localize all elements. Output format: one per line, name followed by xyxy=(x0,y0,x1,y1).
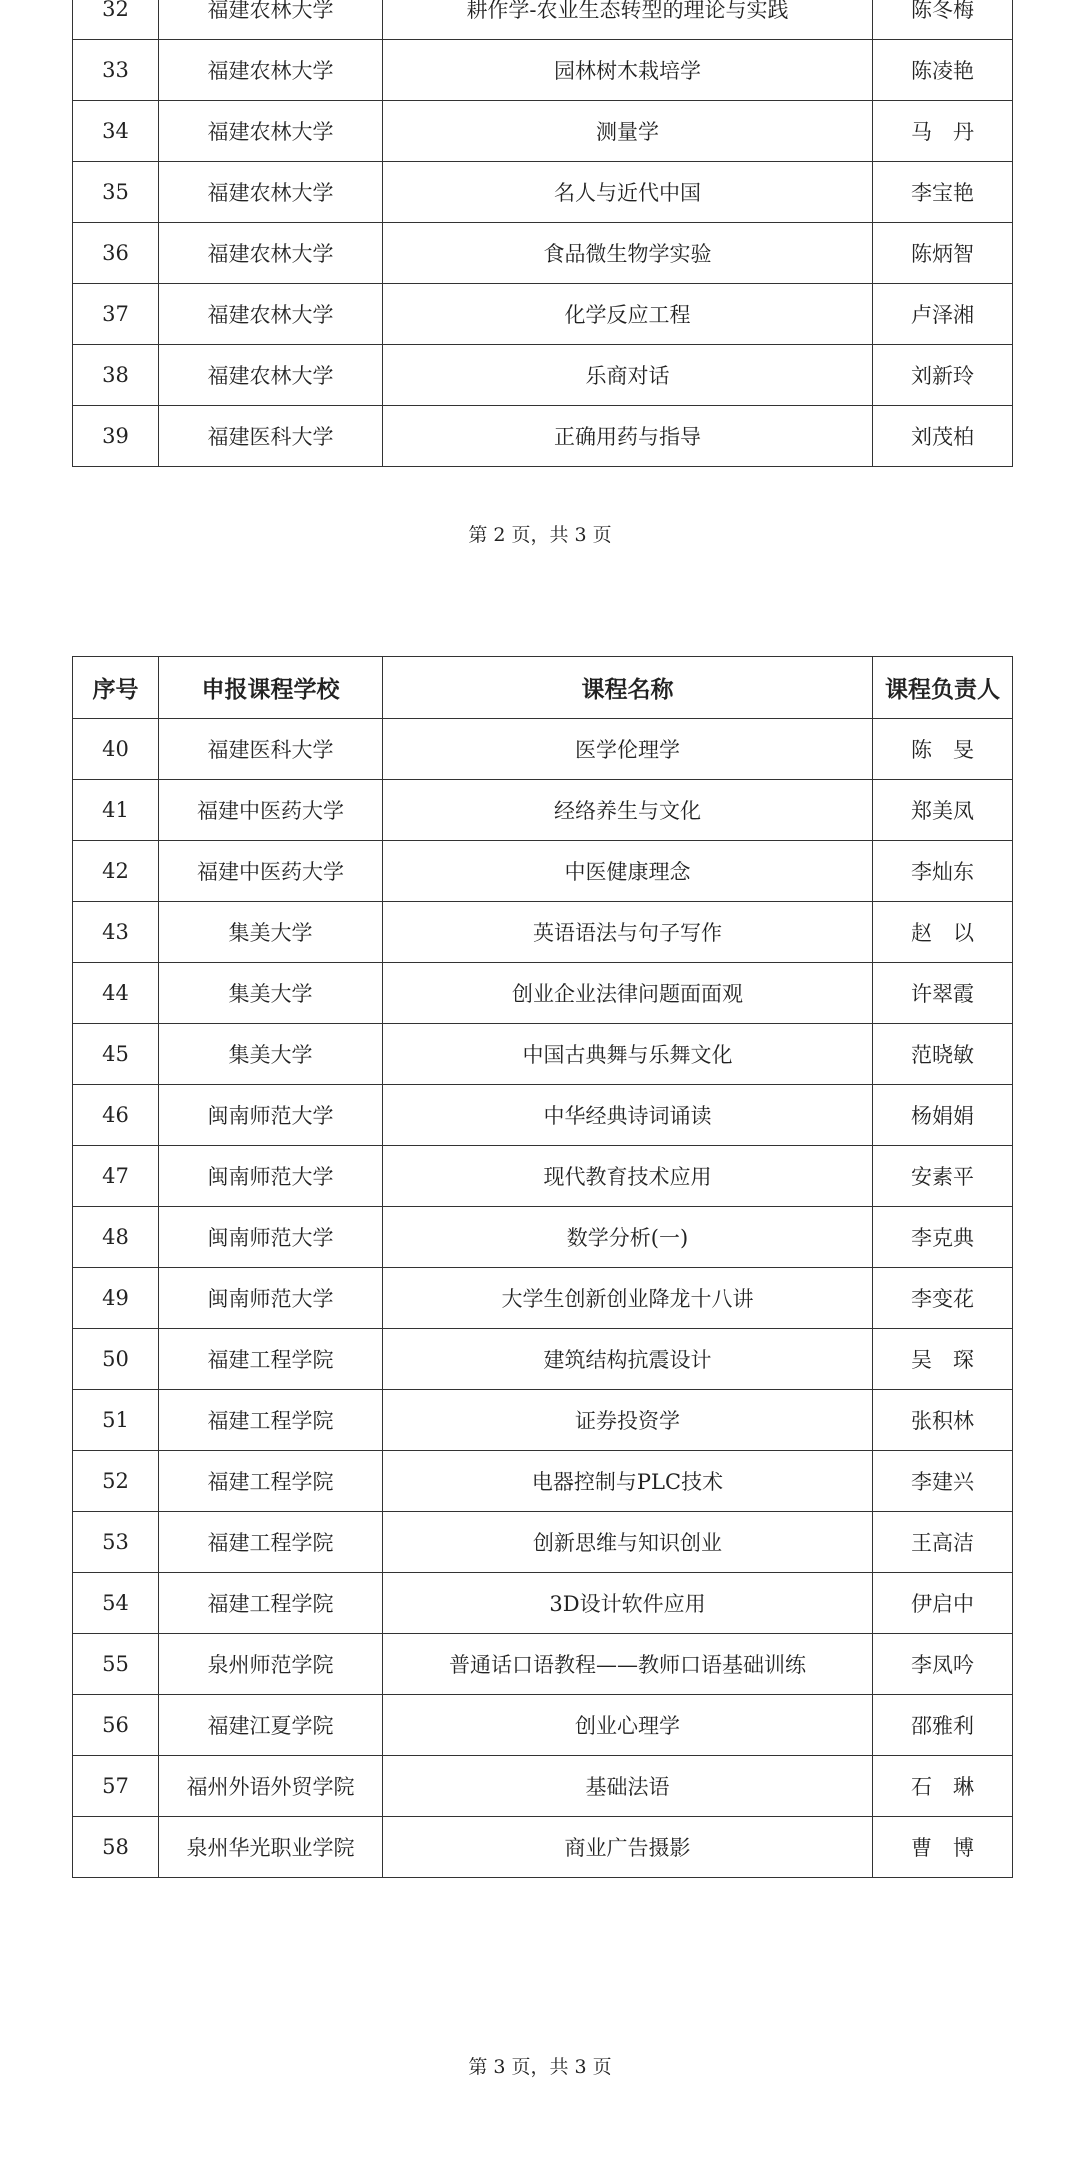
table-row xyxy=(73,162,1013,223)
cell-course: 耕作学-农业生态转型的理论与实践 xyxy=(383,0,873,40)
cell-course: 医学伦理学 xyxy=(383,719,873,780)
cell-course: 英语语法与句子写作 xyxy=(383,902,873,963)
cell-school: 福建工程学院 xyxy=(159,1329,383,1390)
cell-course: 化学反应工程 xyxy=(383,284,873,345)
cell-course: 基础法语 xyxy=(383,1756,873,1817)
cell-school: 闽南师范大学 xyxy=(159,1146,383,1207)
table-row xyxy=(73,1573,1013,1634)
cell-owner: 张积林 xyxy=(873,1390,1013,1451)
cell-owner: 安素平 xyxy=(873,1146,1013,1207)
table-row xyxy=(73,1695,1013,1756)
table-row xyxy=(73,406,1013,467)
cell-owner: 邵雅利 xyxy=(873,1695,1013,1756)
cell-school: 集美大学 xyxy=(159,963,383,1024)
table-row xyxy=(73,1817,1013,1878)
cell-index: 43 xyxy=(73,902,159,963)
table-row xyxy=(73,1634,1013,1695)
cell-index: 56 xyxy=(73,1695,159,1756)
cell-index: 39 xyxy=(73,406,159,467)
table-row xyxy=(73,1451,1013,1512)
course-table-body xyxy=(73,719,1013,1878)
cell-school: 福建农林大学 xyxy=(159,101,383,162)
table-row xyxy=(73,963,1013,1024)
header-course: 课程名称 xyxy=(383,657,873,719)
cell-owner: 王高洁 xyxy=(873,1512,1013,1573)
cell-index: 52 xyxy=(73,1451,159,1512)
table-row xyxy=(73,345,1013,406)
page-footer-2: 第 2 页，共 3 页 xyxy=(468,524,612,546)
cell-course: 中国古典舞与乐舞文化 xyxy=(383,1024,873,1085)
table-row xyxy=(73,284,1013,345)
cell-course: 中医健康理念 xyxy=(383,841,873,902)
cell-owner: 李凤吟 xyxy=(873,1634,1013,1695)
cell-owner: 陈炳智 xyxy=(873,223,1013,284)
cell-school: 福建工程学院 xyxy=(159,1573,383,1634)
table-row xyxy=(73,1512,1013,1573)
cell-owner: 曹 博 xyxy=(873,1817,1013,1878)
cell-course: 测量学 xyxy=(383,101,873,162)
table-row xyxy=(73,841,1013,902)
cell-owner: 卢泽湘 xyxy=(873,284,1013,345)
cell-index: 37 xyxy=(73,284,159,345)
cell-owner: 李建兴 xyxy=(873,1451,1013,1512)
cell-course: 创新思维与知识创业 xyxy=(383,1512,873,1573)
cell-school: 福建农林大学 xyxy=(159,40,383,101)
cell-owner: 赵 以 xyxy=(873,902,1013,963)
cell-owner: 陈 旻 xyxy=(873,719,1013,780)
table-row xyxy=(73,0,1013,40)
table-row xyxy=(73,719,1013,780)
table-row xyxy=(73,1756,1013,1817)
header-index: 序号 xyxy=(73,657,159,719)
cell-school: 福建江夏学院 xyxy=(159,1695,383,1756)
cell-owner: 刘茂柏 xyxy=(873,406,1013,467)
cell-owner: 杨娟娟 xyxy=(873,1085,1013,1146)
cell-course: 数学分析(一) xyxy=(383,1207,873,1268)
cell-course: 经络养生与文化 xyxy=(383,780,873,841)
cell-index: 38 xyxy=(73,345,159,406)
cell-index: 45 xyxy=(73,1024,159,1085)
cell-owner: 伊启中 xyxy=(873,1573,1013,1634)
cell-school: 福建农林大学 xyxy=(159,284,383,345)
page-footer-3: 第 3 页，共 3 页 xyxy=(468,2056,612,2078)
cell-owner: 李灿东 xyxy=(873,841,1013,902)
cell-course: 创业企业法律问题面面观 xyxy=(383,963,873,1024)
cell-school: 福建中医药大学 xyxy=(159,780,383,841)
table-row xyxy=(73,1268,1013,1329)
cell-course: 大学生创新创业降龙十八讲 xyxy=(383,1268,873,1329)
cell-school: 福建医科大学 xyxy=(159,406,383,467)
cell-school: 福建农林大学 xyxy=(159,0,383,40)
cell-course: 商业广告摄影 xyxy=(383,1817,873,1878)
cell-course: 普通话口语教程——教师口语基础训练 xyxy=(383,1634,873,1695)
cell-owner: 李克典 xyxy=(873,1207,1013,1268)
table-header xyxy=(73,657,1013,719)
cell-course: 建筑结构抗震设计 xyxy=(383,1329,873,1390)
cell-index: 57 xyxy=(73,1756,159,1817)
cell-index: 33 xyxy=(73,40,159,101)
cell-school: 福建医科大学 xyxy=(159,719,383,780)
cell-index: 35 xyxy=(73,162,159,223)
cell-index: 41 xyxy=(73,780,159,841)
cell-course: 证券投资学 xyxy=(383,1390,873,1451)
course-table-page-3 xyxy=(72,656,1013,1878)
cell-index: 53 xyxy=(73,1512,159,1573)
table-row xyxy=(73,1207,1013,1268)
cell-owner: 吴 琛 xyxy=(873,1329,1013,1390)
cell-owner: 许翠霞 xyxy=(873,963,1013,1024)
table-row xyxy=(73,902,1013,963)
cell-owner: 陈冬梅 xyxy=(873,0,1013,40)
cell-index: 48 xyxy=(73,1207,159,1268)
cell-course: 电器控制与PLC技术 xyxy=(383,1451,873,1512)
cell-school: 福州外语外贸学院 xyxy=(159,1756,383,1817)
cell-index: 46 xyxy=(73,1085,159,1146)
header-school: 申报课程学校 xyxy=(159,657,383,719)
cell-owner: 李宝艳 xyxy=(873,162,1013,223)
cell-owner: 范晓敏 xyxy=(873,1024,1013,1085)
table-row xyxy=(73,101,1013,162)
cell-owner: 郑美凤 xyxy=(873,780,1013,841)
cell-index: 44 xyxy=(73,963,159,1024)
cell-school: 福建农林大学 xyxy=(159,223,383,284)
cell-course: 3D设计软件应用 xyxy=(383,1573,873,1634)
cell-school: 福建工程学院 xyxy=(159,1390,383,1451)
header-row xyxy=(73,657,1013,719)
table-row xyxy=(73,40,1013,101)
cell-course: 正确用药与指导 xyxy=(383,406,873,467)
cell-school: 闽南师范大学 xyxy=(159,1085,383,1146)
table-row xyxy=(73,1024,1013,1085)
cell-school: 泉州师范学院 xyxy=(159,1634,383,1695)
cell-school: 福建农林大学 xyxy=(159,162,383,223)
course-table-body xyxy=(73,0,1013,467)
cell-course: 食品微生物学实验 xyxy=(383,223,873,284)
header-owner: 课程负责人 xyxy=(873,657,1013,719)
cell-index: 34 xyxy=(73,101,159,162)
cell-school: 闽南师范大学 xyxy=(159,1207,383,1268)
table-row xyxy=(73,1390,1013,1451)
table-row xyxy=(73,1146,1013,1207)
cell-owner: 马 丹 xyxy=(873,101,1013,162)
cell-school: 泉州华光职业学院 xyxy=(159,1817,383,1878)
cell-course: 创业心理学 xyxy=(383,1695,873,1756)
cell-school: 福建工程学院 xyxy=(159,1451,383,1512)
cell-school: 集美大学 xyxy=(159,1024,383,1085)
cell-index: 58 xyxy=(73,1817,159,1878)
table-row xyxy=(73,223,1013,284)
course-table-page-2 xyxy=(72,0,1013,467)
cell-school: 福建中医药大学 xyxy=(159,841,383,902)
cell-owner: 石 琳 xyxy=(873,1756,1013,1817)
cell-course: 园林树木栽培学 xyxy=(383,40,873,101)
table-row xyxy=(73,1329,1013,1390)
cell-course: 中华经典诗词诵读 xyxy=(383,1085,873,1146)
cell-school: 集美大学 xyxy=(159,902,383,963)
cell-school: 福建农林大学 xyxy=(159,345,383,406)
table-row xyxy=(73,1085,1013,1146)
cell-index: 50 xyxy=(73,1329,159,1390)
cell-index: 47 xyxy=(73,1146,159,1207)
cell-school: 闽南师范大学 xyxy=(159,1268,383,1329)
cell-index: 40 xyxy=(73,719,159,780)
cell-index: 54 xyxy=(73,1573,159,1634)
cell-owner: 李变花 xyxy=(873,1268,1013,1329)
cell-course: 乐商对话 xyxy=(383,345,873,406)
cell-index: 42 xyxy=(73,841,159,902)
cell-index: 36 xyxy=(73,223,159,284)
cell-index: 49 xyxy=(73,1268,159,1329)
cell-owner: 陈凌艳 xyxy=(873,40,1013,101)
cell-course: 名人与近代中国 xyxy=(383,162,873,223)
cell-index: 32 xyxy=(73,0,159,40)
cell-index: 55 xyxy=(73,1634,159,1695)
cell-course: 现代教育技术应用 xyxy=(383,1146,873,1207)
cell-school: 福建工程学院 xyxy=(159,1512,383,1573)
cell-owner: 刘新玲 xyxy=(873,345,1013,406)
cell-index: 51 xyxy=(73,1390,159,1451)
table-row xyxy=(73,780,1013,841)
